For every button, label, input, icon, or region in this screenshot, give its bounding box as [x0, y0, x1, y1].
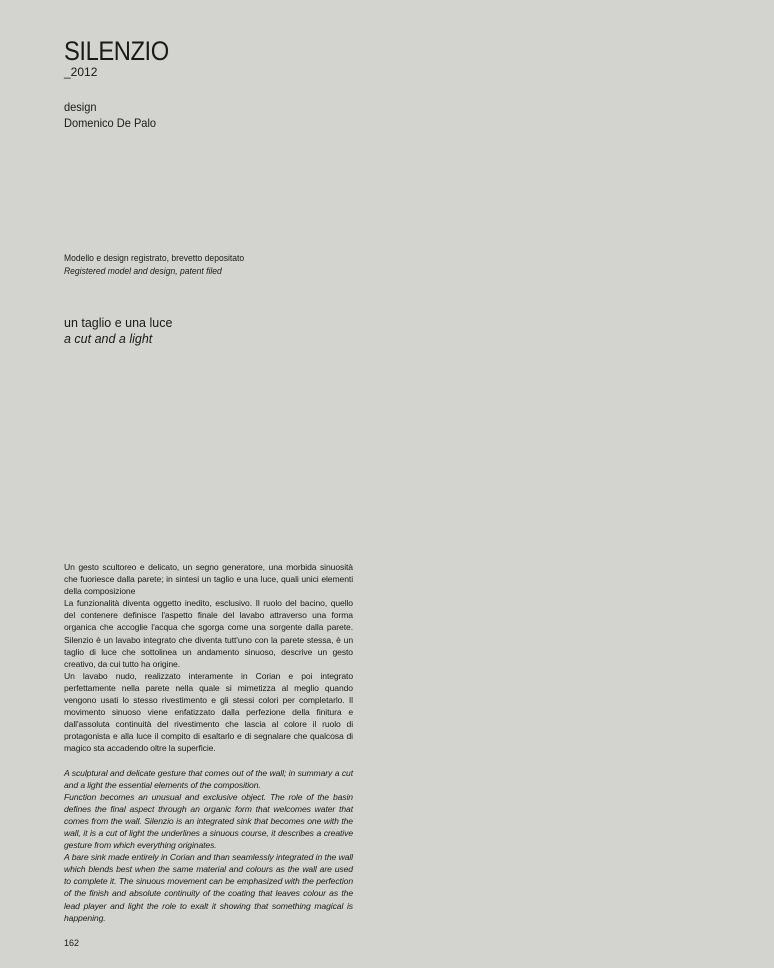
- paragraph-spacer: [64, 755, 353, 767]
- design-label: design: [64, 100, 97, 114]
- body-en-paragraph: A sculptural and delicate gesture that comes out of the wall; in summary a cut and a light the essential elements of the composition.: [64, 767, 353, 790]
- registration-it: Modello e design registrato, brevetto depositato: [64, 253, 245, 264]
- design-credit: [64, 99, 164, 131]
- body-en-paragraph: A bare sink made entirely in Corian and than seamlessly integrated in the wall which blends best when the same material and colours as the wall are used to complete it. The sinuous movement can be emphasized with the perfection of the finish and absolute continuity of the coating that leaves colour as the lead player and light the role to exalt it showing that something magical is happening.: [64, 852, 353, 923]
- body-it-paragraph: Un lavabo nudo, realizzato interamente in Corian e poi integrato perfettamente nella parete nella quale si mimetizza al meglio quando vengono usati lo stesso rivestimento e gli stessi colori per completarlo. Il movimento sinuoso viene enfatizzato dalla perfezione della finitura e dall'assoluta continuità del rivestimento che lascia al colore il ruolo di protagonista e alla luce il compito di esaltarlo e di segnalare che qualcosa di magico sta accadendo oltre la superficie.: [64, 670, 353, 754]
- registration-en: Registered model and design, patent filed: [64, 265, 222, 277]
- year-label: _2012: [64, 65, 98, 79]
- body-en-paragraph: Function becomes an unusual and exclusive object. The role of the basin defines the final aspect through an organic form that welcomes water that comes from the wall. Silenzio is an integrated sink that becomes one with the wall, it is a cut of light the underlines a sinuous course, it describes a creative gesture from which everything originates.: [64, 791, 353, 851]
- page-number: 162: [64, 938, 80, 948]
- page-title: SILENZIO: [64, 36, 169, 66]
- registration-note: [64, 253, 264, 278]
- designer-name: Domenico De Palo: [64, 116, 157, 130]
- body-it-paragraph: La funzionalità diventa oggetto inedito, esclusivo. Il ruolo del bacino, quello del contenere definisce l'aspetto finale del lavabo attraverso una forma organica che accoglie l'acqua che sgorga come una sorgente dalla parete. Silenzio è un lavabo integrato che diventa tutt'uno con la parete stessa, è un taglio di luce che sottolinea un andamento sinuoso, descrive un gesto creativo, da cui tutto ha origine.: [64, 598, 353, 669]
- tagline-en: a cut and a light: [64, 332, 153, 346]
- body-it-paragraph: Un gesto scultoreo e delicato, un segno generatore, una morbida sinuosità che fuoriesce dalla parete; in sintesi un taglio e una luce, quali unici elementi della composizione: [64, 562, 353, 597]
- tagline-it: un taglio e una luce: [64, 316, 173, 330]
- tagline: [64, 315, 172, 347]
- body-text: [64, 561, 353, 924]
